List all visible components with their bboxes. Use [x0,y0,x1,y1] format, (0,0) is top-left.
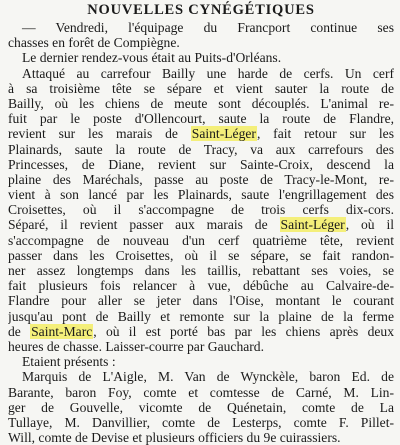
text-segment: de [8,323,31,339]
text-segment: Séparé, il revient passer aux marais de [8,217,280,233]
article-title: NOUVELLES CYNÉGÉTIQUES [87,2,315,18]
text-segment: , où il est porté bas par les chiens après deux [93,323,394,339]
text-line: vient à son lancé par les Plainards, saute l'engrillagement des [8,187,394,203]
text-line: Will, comte de Devise et plusieurs officiers du 9e cuirassiers. [8,430,341,445]
text-line: Attaqué au carrefour Bailly une harde de cerfs. Un cerf [22,65,394,81]
highlighted-place-name: Saint-Léger [191,126,256,142]
paragraph [8,66,394,355]
text-segment: revient sur les marais de [8,126,191,142]
text-line: Flandre pour aller se jeter dans l'Oise, montant le courant [8,293,394,309]
text-line: plaine des Maréchals, passe au poste de Tracy-le-Mont, re- [8,171,394,187]
text-line [8,324,394,339]
text-line: s'accompagne de nouveau d'un cerf quatrième tête, revient [8,232,394,248]
text-line: chasses en forêt de Compiègne. [8,35,180,51]
paragraph [8,369,394,445]
text-line: à sa troisième tête se sépare et vient sauter la route de [8,80,394,96]
text-line: ner assez longtemps dans les taillis, rebattant ses voies, se [8,263,394,278]
text-line [8,126,394,141]
paragraph [8,354,394,369]
text-line: Croisettes, où il s'accompagne de trois cerfs dix-cors. [8,202,394,218]
text-line: jusqu'au pont de Bailly et remonte sur la plaine de la ferme [8,308,394,324]
paragraph [8,20,394,50]
text-line: Le dernier rendez-vous était au Puits-d'Orléans. [22,50,282,66]
text-line: Princesses, de Diane, revient sur Sainte-Croix, descend la [8,156,394,172]
text-line: Barante, baron Foy, comte et comtesse de Carné, M. Lin- [8,384,394,400]
text-line: Plainards, saute la route de Tracy, va aux carrefours des [8,141,394,157]
article-body [8,20,394,445]
text-line: fuit par le poste d'Ollencourt, saute la route de Flandre, [8,111,394,127]
text-line: fait plusieurs fois relancer à vue, débûche au Calvaire-de- [8,278,394,294]
text-line: passer dans les Croisettes, où il se sépare, se fait randon- [8,247,394,263]
text-line: Marquis de L'Aigle, M. Van de Wynckèle, baron Ed. de [22,369,394,385]
paragraph [8,50,394,65]
text-segment: , où il [345,217,394,233]
text-line: heures de chasse. Laisser-courre par Gauchard. [8,338,264,354]
highlighted-place-name: Saint-Léger [280,217,345,233]
text-line [8,217,394,232]
text-segment: , fait retour sur les [256,126,394,142]
text-line: Bailly, où les chiens de meute sont découplés. L'animal re- [8,95,394,111]
text-line: ger de Gouvelle, vicomte de Quénetain, comte de La [8,399,394,415]
text-line: — Vendredi, l'équipage du Francport continue ses [22,20,394,35]
text-line: Etaient présents : [22,354,116,370]
highlighted-place-name: Saint-Marc [31,323,93,339]
text-line: Tullaye, M. Danvillier, comte de Lesterps, comte F. Pillet- [8,414,394,430]
